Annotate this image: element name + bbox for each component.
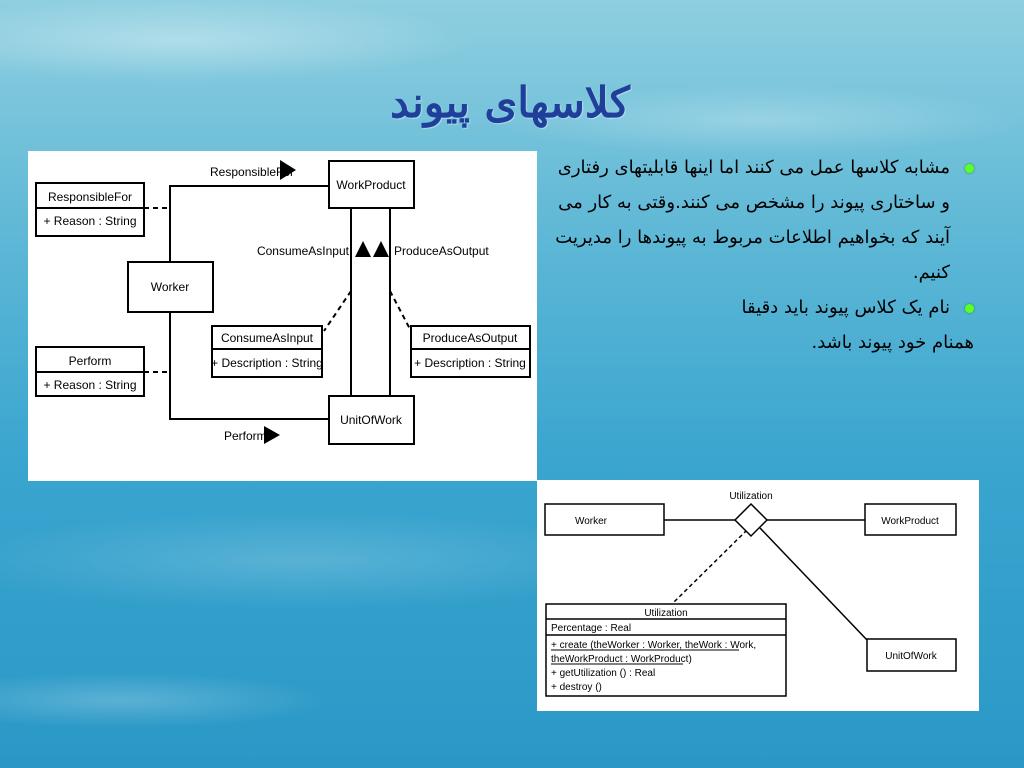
bullet-list xyxy=(550,150,990,360)
bullet-item xyxy=(550,150,990,290)
bullet-continuation: همنام خود پیوند باشد. xyxy=(811,332,974,353)
uml-diagram-2-canvas xyxy=(537,480,979,711)
responsible-for-class-name: ResponsibleFor xyxy=(47,190,133,204)
work-product-class-name-2: WorkProduct xyxy=(881,516,939,527)
work-product-class-name: WorkProduct xyxy=(336,178,406,192)
produce-arrow-icon xyxy=(373,241,389,257)
consume-as-input-class-attr: + Description : String xyxy=(211,356,323,370)
slide-title: کلاسهای پیوند xyxy=(390,78,630,127)
responsible-for-class-attr: + Reason : String xyxy=(43,214,137,228)
produce-dashed-link xyxy=(390,291,411,331)
bullet-item xyxy=(550,290,990,325)
consume-arrow-icon xyxy=(355,241,371,257)
utilization-class-name: Utilization xyxy=(644,608,688,619)
utilization-operation-line: + getUtilization () : Real xyxy=(551,668,656,679)
consume-as-input-assoc-label: ConsumeAsInput xyxy=(256,244,349,258)
association-name-label: Utilization xyxy=(729,491,773,502)
utilization-class-attribute: Percentage : Real xyxy=(551,623,632,634)
produce-as-output-class-name: ProduceAsOutput xyxy=(422,331,518,345)
worker-class-name: Worker xyxy=(150,280,190,294)
consume-dashed-link xyxy=(324,291,351,331)
consume-as-input-class-name: ConsumeAsInput xyxy=(220,331,314,345)
perform-assoc-label: Perform xyxy=(224,429,267,443)
bullet-text: نام یک کلاس پیوند باید دقیقا xyxy=(741,297,950,318)
produce-as-output-assoc-label: ProduceAsOutput xyxy=(394,244,489,258)
utilization-operation-line: theWorkProduct : WorkProduct) xyxy=(551,654,692,665)
bullet-dot-icon xyxy=(965,164,974,173)
uml-diagram-association-classes xyxy=(28,151,537,481)
responsible-for-assoc-label: ResponsibleFor xyxy=(210,165,295,179)
bullet-text: مشابه کلاسها عمل می کنند اما اینها قابلیتهای رفتاری و ساختاری پیوند را مشخص می کنند.وقتی به کار می آیند که بخواهیم اطلاعات مربوط به پیوندها را مدیریت کنیم. xyxy=(555,157,950,283)
unit-of-work-class-name-2: UnitOfWork xyxy=(885,651,937,662)
worker-class-name-2: Worker xyxy=(574,516,608,527)
assoc-class-dashed-link xyxy=(672,530,747,604)
utilization-operation-line: + create (theWorker : Worker, theWork : Work, xyxy=(551,640,757,651)
perform-class-attr: + Reason : String xyxy=(43,378,137,392)
produce-as-output-class-attr: + Description : String xyxy=(414,356,526,370)
utilization-operation-line: + destroy () xyxy=(551,682,602,693)
uml-diagram-utilization xyxy=(537,480,979,711)
bullet-dot-icon xyxy=(965,304,974,313)
perform-class-name: Perform xyxy=(68,354,112,368)
unit-of-work-class-name: UnitOfWork xyxy=(340,413,402,427)
uml-diagram-1-canvas xyxy=(28,151,537,481)
